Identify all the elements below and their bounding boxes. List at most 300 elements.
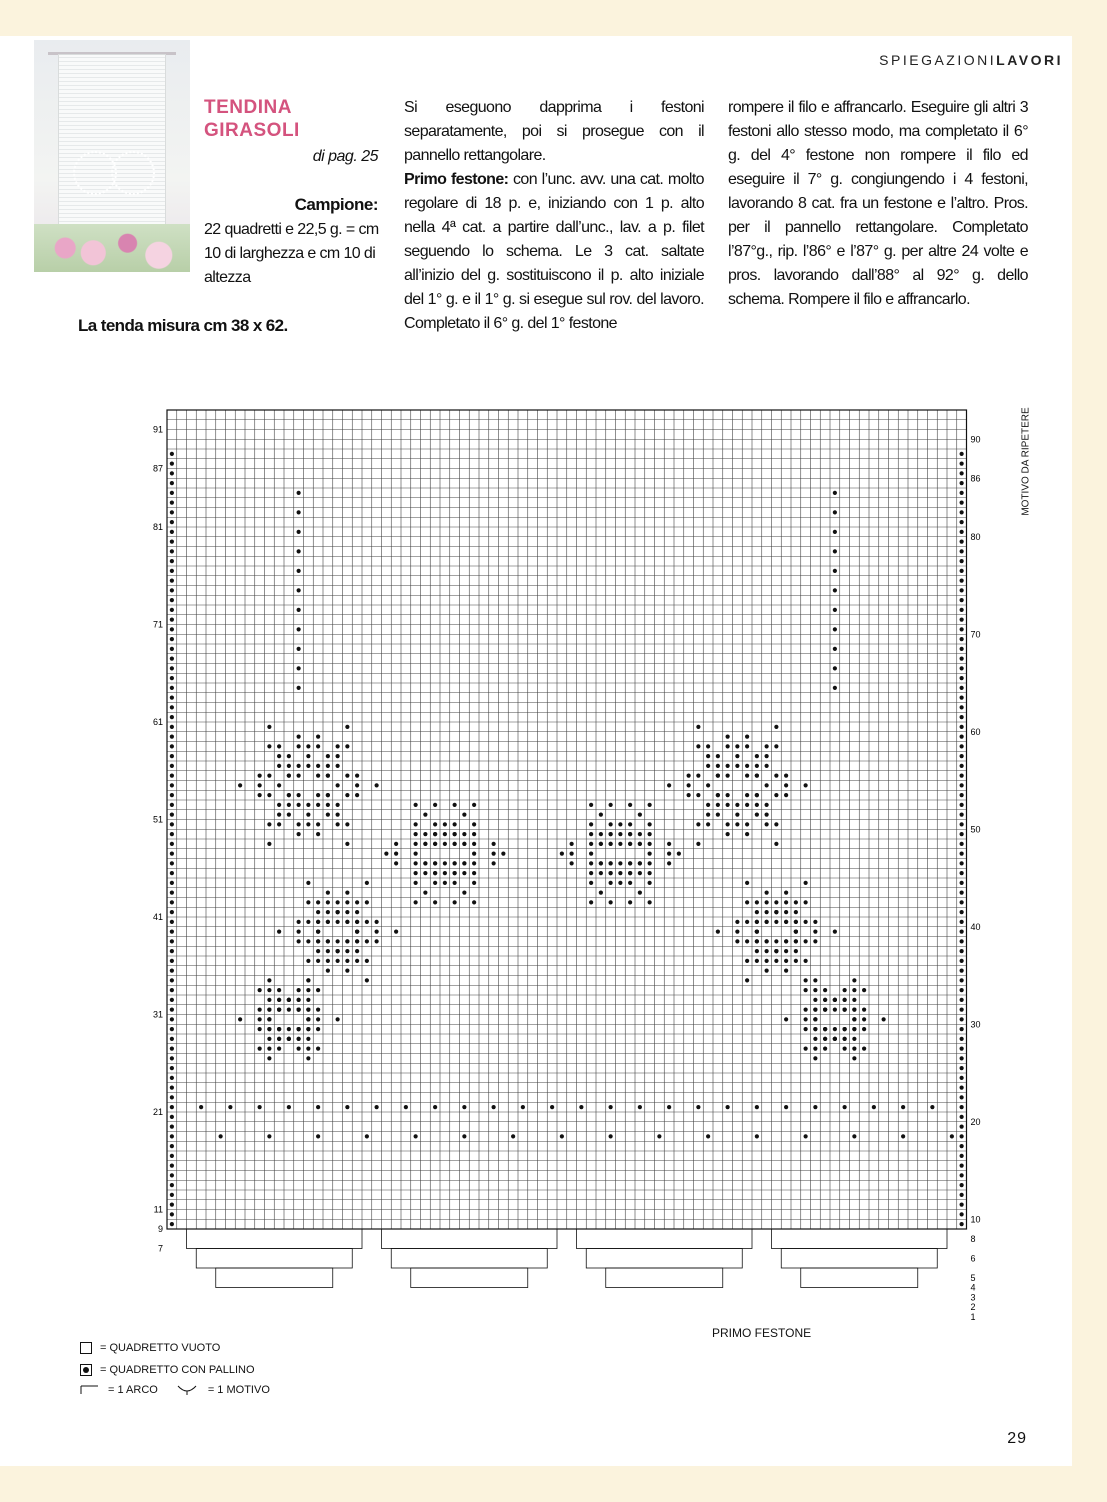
motif-icon [176, 1384, 200, 1396]
filled-square-dot [589, 822, 593, 826]
filled-square-dot [696, 842, 700, 846]
filled-square-dot [170, 803, 174, 807]
filled-square-dot [336, 900, 340, 904]
festoon-tier [391, 1249, 547, 1269]
filled-square-dot [453, 822, 457, 826]
campione-text: 22 quadretti e 22,5 g. = cm 10 di larghezza e cm 10 di altezza [204, 221, 379, 286]
filled-square-dot [687, 783, 691, 787]
filled-square-dot [960, 462, 964, 466]
filled-square-dot [453, 803, 457, 807]
filled-square-dot [960, 959, 964, 963]
filled-square-dot [960, 471, 964, 475]
filled-square-dot [423, 891, 427, 895]
filled-square-dot [267, 998, 271, 1002]
filled-square-dot [238, 783, 242, 787]
filled-square-dot [784, 920, 788, 924]
row-label-left: 41 [152, 912, 163, 922]
filled-square-dot [297, 832, 301, 836]
filled-square-dot [579, 1105, 583, 1109]
filled-square-dot [170, 588, 174, 592]
filled-square-dot [365, 920, 369, 924]
filled-square-dot [306, 1027, 310, 1031]
filled-square-dot [901, 1134, 905, 1138]
filled-square-dot [345, 822, 349, 826]
festoon-tier [772, 1229, 948, 1249]
filled-square-dot [316, 822, 320, 826]
filled-square-dot [706, 783, 710, 787]
filled-square-dot [960, 705, 964, 709]
filled-square-dot [365, 978, 369, 982]
filled-square-dot [735, 920, 739, 924]
filled-square-dot [316, 764, 320, 768]
filled-square-dot [297, 920, 301, 924]
section-header-b: LAVORI [996, 52, 1063, 68]
filled-square-dot [648, 900, 652, 904]
filled-square-dot [804, 988, 808, 992]
filled-square-dot [852, 1017, 856, 1021]
filled-square-dot [345, 939, 349, 943]
filled-square-dot [345, 744, 349, 748]
filled-square-dot [199, 1105, 203, 1109]
filled-square-dot [570, 842, 574, 846]
festoon-tier [187, 1229, 363, 1249]
repeat-label-text: MOTIVO DA RIPETERE [1020, 407, 1032, 516]
filled-square-dot [755, 939, 759, 943]
filled-square-dot [170, 452, 174, 456]
filled-square-dot [755, 1105, 759, 1109]
primo-festone-caption: PRIMO FESTONE [712, 1326, 812, 1340]
filled-square-dot [960, 666, 964, 670]
festoon-tier [577, 1229, 753, 1249]
filled-square-dot [414, 803, 418, 807]
filled-square-dot [677, 852, 681, 856]
filled-square-dot [745, 774, 749, 778]
filled-square-dot [355, 783, 359, 787]
filled-square-dot [287, 803, 291, 807]
filled-square-dot [306, 988, 310, 992]
row-label-right: 50 [970, 824, 981, 835]
filled-square-dot [345, 725, 349, 729]
filled-square-dot [794, 920, 798, 924]
filled-square-dot [755, 813, 759, 817]
filled-square-dot [960, 1095, 964, 1099]
filled-square-dot [706, 1134, 710, 1138]
filled-square-dot [297, 998, 301, 1002]
filled-square-dot [336, 949, 340, 953]
filled-square-dot [297, 1037, 301, 1041]
filled-square-dot [648, 881, 652, 885]
filled-square-dot [170, 930, 174, 934]
filled-square-dot [228, 1105, 232, 1109]
filled-square-dot [336, 754, 340, 758]
filled-square-dot [170, 471, 174, 475]
filled-square-dot [618, 881, 622, 885]
filled-square-dot [599, 861, 603, 865]
filled-square-dot [170, 549, 174, 553]
filled-square-dot [638, 832, 642, 836]
filled-square-dot [638, 891, 642, 895]
filled-square-dot [960, 676, 964, 680]
filled-square-dot [277, 754, 281, 758]
filled-square-dot [345, 900, 349, 904]
filled-square-dot [267, 978, 271, 982]
filled-square-dot [306, 822, 310, 826]
filled-square-dot [960, 452, 964, 456]
filled-square-dot [648, 822, 652, 826]
filled-square-dot [960, 491, 964, 495]
filled-square-dot [462, 891, 466, 895]
filled-square-dot [784, 949, 788, 953]
filled-square-dot [784, 891, 788, 895]
filled-square-dot [960, 803, 964, 807]
filled-square-dot [960, 1115, 964, 1119]
filled-square-dot [960, 598, 964, 602]
filled-square-dot [774, 822, 778, 826]
filled-square-dot [277, 813, 281, 817]
filled-square-dot [501, 852, 505, 856]
filled-square-dot [609, 881, 613, 885]
filled-square-dot [696, 744, 700, 748]
filled-square-dot [960, 1086, 964, 1090]
row-label-right: 4 [970, 1282, 976, 1293]
filled-square-dot [433, 871, 437, 875]
filled-square-dot [726, 744, 730, 748]
filled-square-dot [833, 569, 837, 573]
filled-square-dot [784, 969, 788, 973]
filled-square-dot [170, 1066, 174, 1070]
filled-square-dot [316, 930, 320, 934]
filled-square-dot [287, 1008, 291, 1012]
filled-square-dot [453, 871, 457, 875]
filled-square-dot [784, 910, 788, 914]
filled-square-dot [492, 852, 496, 856]
filled-square-dot [696, 1105, 700, 1109]
filled-square-dot [804, 978, 808, 982]
filled-square-dot [794, 939, 798, 943]
row-label-right: 60 [970, 726, 981, 737]
filled-square-dot [170, 579, 174, 583]
filled-square-dot [170, 900, 174, 904]
filled-square-dot [570, 861, 574, 865]
row-label-left: 87 [152, 463, 163, 474]
filled-square-dot [960, 501, 964, 505]
legend-dot [80, 1364, 255, 1376]
filled-square-dot [960, 1017, 964, 1021]
filled-square-dot [316, 949, 320, 953]
legend-dot-text: = QUADRETTO CON PALLINO [100, 1364, 255, 1376]
filled-square-dot [804, 959, 808, 963]
filled-square-dot [287, 1105, 291, 1109]
filled-square-dot [960, 520, 964, 524]
filled-square-dot [170, 481, 174, 485]
filled-square-dot [648, 861, 652, 865]
filled-square-dot [336, 920, 340, 924]
filled-square-dot [804, 783, 808, 787]
filled-square-dot [960, 735, 964, 739]
filled-square-dot [316, 744, 320, 748]
filled-square-dot [170, 1212, 174, 1216]
filled-square-dot [375, 920, 379, 924]
filled-square-dot [453, 832, 457, 836]
filled-square-dot [443, 822, 447, 826]
filled-square-dot [765, 744, 769, 748]
filled-square-dot [765, 900, 769, 904]
filled-square-dot [843, 988, 847, 992]
arc-icon [80, 1384, 100, 1396]
row-label-left: 31 [152, 1009, 163, 1020]
filled-square-dot [813, 1105, 817, 1109]
filled-square-dot [287, 774, 291, 778]
title-line-1: TENDINA [204, 97, 292, 118]
filled-square-dot [375, 930, 379, 934]
filled-square-dot [287, 813, 291, 817]
filled-square-dot [960, 813, 964, 817]
filled-square-dot [960, 1203, 964, 1207]
filled-square-dot [306, 803, 310, 807]
filled-square-dot [345, 959, 349, 963]
filled-square-dot [755, 1134, 759, 1138]
filled-square-dot [326, 764, 330, 768]
filled-square-dot [287, 793, 291, 797]
filled-square-dot [297, 510, 301, 514]
filled-square-dot [745, 939, 749, 943]
filled-square-dot [960, 949, 964, 953]
filled-square-dot [170, 608, 174, 612]
filled-square-dot [823, 1027, 827, 1031]
filled-square-dot [297, 930, 301, 934]
filled-square-dot [745, 978, 749, 982]
filled-square-dot [170, 949, 174, 953]
filled-square-dot [170, 852, 174, 856]
filled-square-dot [960, 1193, 964, 1197]
filled-square-dot [277, 744, 281, 748]
filled-square-dot [355, 910, 359, 914]
filled-square-dot [472, 900, 476, 904]
filled-square-dot [765, 959, 769, 963]
filled-square-dot [267, 1027, 271, 1031]
filled-square-dot [258, 1047, 262, 1051]
filled-square-dot [833, 998, 837, 1002]
filled-square-dot [492, 1105, 496, 1109]
filled-square-dot [394, 930, 398, 934]
filled-square-dot [170, 881, 174, 885]
filled-square-dot [755, 920, 759, 924]
filled-square-dot [316, 1105, 320, 1109]
filled-square-dot [316, 1047, 320, 1051]
repeat-label [1016, 407, 1032, 520]
filled-square-dot [306, 900, 310, 904]
filled-square-dot [297, 491, 301, 495]
filled-square-dot [170, 764, 174, 768]
filled-square-dot [345, 793, 349, 797]
filled-square-dot [170, 520, 174, 524]
filled-square-dot [960, 1134, 964, 1138]
filled-square-dot [813, 1017, 817, 1021]
filled-square-dot [423, 813, 427, 817]
filled-square-dot [960, 891, 964, 895]
festoon-tier [801, 1268, 918, 1288]
filled-square-dot [628, 832, 632, 836]
legend-empty-text: = QUADRETTO VUOTO [100, 1342, 221, 1354]
row-label-right: 2 [970, 1302, 976, 1312]
filled-square-dot [365, 939, 369, 943]
filled-square-dot [433, 881, 437, 885]
filled-square-dot [306, 881, 310, 885]
filled-square-dot [804, 1017, 808, 1021]
filled-square-dot [667, 861, 671, 865]
filled-square-dot [960, 900, 964, 904]
filled-square-dot [170, 1017, 174, 1021]
filled-square-dot [735, 930, 739, 934]
filled-square-dot [453, 861, 457, 865]
filled-square-dot [453, 881, 457, 885]
filled-square-dot [648, 803, 652, 807]
filled-square-dot [462, 813, 466, 817]
filled-square-dot [862, 1008, 866, 1012]
filled-square-dot [297, 1008, 301, 1012]
filled-square-dot [492, 861, 496, 865]
filled-square-dot [960, 1125, 964, 1129]
filled-square-dot [170, 861, 174, 865]
row-label-left: 91 [152, 424, 163, 435]
filled-square-dot [735, 803, 739, 807]
filled-square-dot [433, 861, 437, 865]
filled-square-dot [423, 861, 427, 865]
filled-square-dot [774, 910, 778, 914]
filled-square-dot [960, 1027, 964, 1031]
filled-square-dot [423, 842, 427, 846]
filled-square-dot [716, 930, 720, 934]
filled-square-dot [804, 939, 808, 943]
filled-square-dot [930, 1105, 934, 1109]
filled-square-dot [960, 793, 964, 797]
filled-square-dot [297, 686, 301, 690]
filled-square-dot [306, 920, 310, 924]
filled-square-dot [336, 910, 340, 914]
sunflower-motif [111, 151, 155, 195]
filled-square-dot [648, 871, 652, 875]
filled-square-dot [306, 1008, 310, 1012]
filled-square-dot [258, 1008, 262, 1012]
filled-square-dot [813, 930, 817, 934]
filled-square-dot [326, 939, 330, 943]
filled-square-dot [170, 1134, 174, 1138]
filled-square-dot [170, 822, 174, 826]
filled-square-dot [306, 939, 310, 943]
filled-square-dot [706, 754, 710, 758]
filled-square-dot [960, 637, 964, 641]
filled-square-dot [833, 1008, 837, 1012]
filled-square-dot [765, 969, 769, 973]
filled-square-dot [170, 676, 174, 680]
filled-square-dot [326, 803, 330, 807]
filled-square-dot [170, 1056, 174, 1060]
flower-bouquet [34, 224, 190, 272]
filled-square-dot [326, 969, 330, 973]
filled-square-dot [267, 1047, 271, 1051]
row-label-left: 11 [153, 1204, 163, 1215]
filled-square-dot [735, 754, 739, 758]
filled-square-dot [326, 793, 330, 797]
page-number: 29 [1007, 1430, 1027, 1447]
filled-square-dot [472, 822, 476, 826]
filled-square-dot [813, 988, 817, 992]
filled-square-dot [960, 988, 964, 992]
filled-square-dot [170, 569, 174, 573]
filled-square-dot [316, 1027, 320, 1031]
filled-square-dot [960, 510, 964, 514]
filled-square-dot [560, 852, 564, 856]
filled-square-dot [667, 1105, 671, 1109]
filled-square-dot [345, 842, 349, 846]
empty-square-icon [80, 1342, 92, 1354]
filled-square-dot [804, 900, 808, 904]
filled-square-dot [823, 1047, 827, 1051]
filled-square-dot [735, 939, 739, 943]
filled-square-dot [336, 783, 340, 787]
filled-square-dot [277, 1047, 281, 1051]
filled-square-dot [287, 754, 291, 758]
filled-square-dot [667, 842, 671, 846]
filled-square-dot [453, 900, 457, 904]
filled-square-dot [755, 764, 759, 768]
filled-square-dot [794, 900, 798, 904]
filled-square-dot [852, 1008, 856, 1012]
filled-square-dot [394, 852, 398, 856]
filled-square-dot [745, 764, 749, 768]
filled-square-dot [365, 900, 369, 904]
filled-square-dot [170, 725, 174, 729]
row-label-right: 3 [970, 1292, 976, 1303]
filled-square-dot [414, 1134, 418, 1138]
filled-square-dot [423, 832, 427, 836]
filled-square-dot [774, 793, 778, 797]
filled-square-dot [355, 939, 359, 943]
filled-square-dot [277, 1027, 281, 1031]
filled-square-dot [960, 998, 964, 1002]
filled-square-dot [667, 783, 671, 787]
filled-square-dot [414, 900, 418, 904]
filled-square-dot [960, 881, 964, 885]
filled-square-dot [618, 842, 622, 846]
filled-square-dot [843, 1105, 847, 1109]
filled-square-dot [306, 1037, 310, 1041]
filled-square-dot [862, 988, 866, 992]
filled-square-dot [170, 793, 174, 797]
filled-square-dot [716, 813, 720, 817]
campione-label: Campione: [294, 195, 378, 214]
filled-square-dot [345, 910, 349, 914]
filled-square-dot [297, 735, 301, 739]
filled-square-dot [628, 822, 632, 826]
filled-square-dot [852, 998, 856, 1002]
filled-square-dot [170, 735, 174, 739]
filled-square-dot [784, 1105, 788, 1109]
filled-square-dot [813, 978, 817, 982]
filled-square-dot [960, 657, 964, 661]
filled-square-dot [462, 861, 466, 865]
article-title [204, 96, 300, 142]
filled-square-dot [755, 793, 759, 797]
filled-square-dot [570, 852, 574, 856]
filled-square-dot [648, 842, 652, 846]
filled-square-dot [960, 1154, 964, 1158]
filled-square-dot [267, 1017, 271, 1021]
filled-square-dot [170, 978, 174, 982]
filled-square-dot [813, 1056, 817, 1060]
filet-chart [140, 400, 1040, 1320]
filled-square-dot [345, 920, 349, 924]
